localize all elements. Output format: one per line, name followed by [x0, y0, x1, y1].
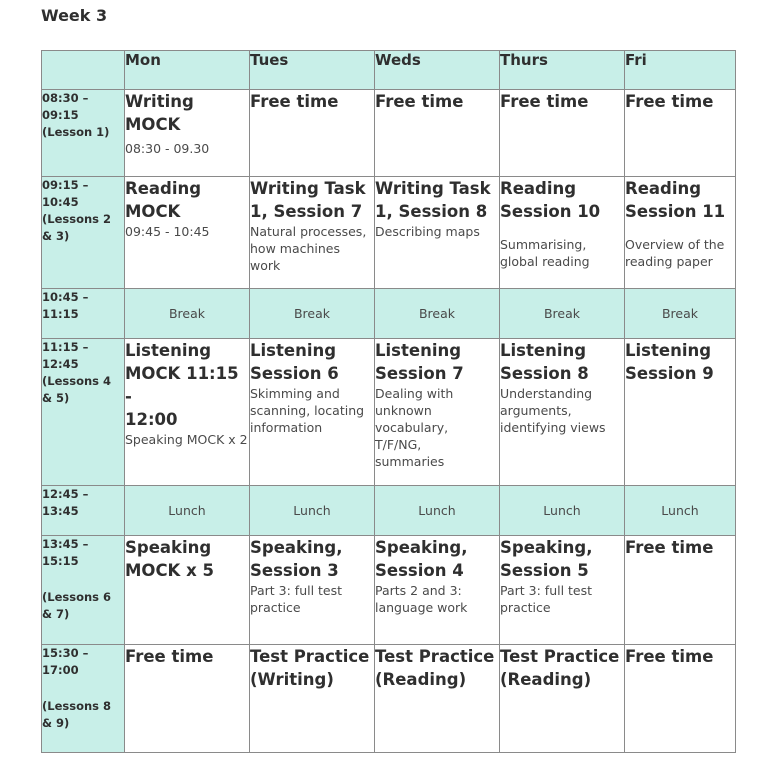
header-row — [42, 51, 736, 90]
session-cell — [375, 177, 500, 289]
break-row — [42, 486, 736, 536]
time-cell — [42, 177, 125, 289]
lesson-label: (Lessons 2 & 3) — [42, 212, 112, 243]
session-title: Free time — [625, 647, 714, 666]
session-title: Free time — [625, 92, 714, 111]
break-cell: Break — [250, 289, 375, 339]
lesson-label: (Lesson 1) — [42, 125, 110, 139]
session-detail: Describing maps — [375, 224, 480, 239]
session-title: Free time — [250, 92, 339, 111]
session-cell — [375, 536, 500, 645]
session-cell — [500, 177, 625, 289]
session-title: Free time — [375, 92, 464, 111]
session-title: Listening Session 6 — [250, 341, 339, 383]
session-cell — [500, 645, 625, 753]
session-cell — [625, 339, 736, 486]
session-cell — [625, 536, 736, 645]
session-title: Speaking, Session 4 — [375, 538, 468, 580]
day-header-weds: Weds — [375, 51, 500, 90]
session-cell — [250, 90, 375, 177]
break-row — [42, 289, 736, 339]
time-cell — [42, 90, 125, 177]
day-header-mon: Mon — [125, 51, 250, 90]
session-cell — [250, 536, 375, 645]
table-row — [42, 536, 736, 645]
session-detail: Summarising, global reading — [500, 237, 590, 269]
session-detail: Natural processes, how machines work — [250, 224, 367, 273]
time-cell — [42, 289, 125, 339]
session-title: Reading Session 11 — [625, 179, 726, 221]
break-cell: Break — [125, 289, 250, 339]
session-cell — [625, 177, 736, 289]
session-title: Speaking, Session 5 — [500, 538, 593, 580]
session-detail: Overview of the reading paper — [625, 237, 725, 269]
break-cell: Break — [500, 289, 625, 339]
lunch-cell: Lunch — [375, 486, 500, 536]
session-cell — [500, 90, 625, 177]
session-title: Free time — [500, 92, 589, 111]
time-cell — [42, 645, 125, 753]
table-row — [42, 90, 736, 177]
time-cell — [42, 536, 125, 645]
time-range: 10:45 – 11:15 — [42, 290, 89, 321]
lunch-cell: Lunch — [125, 486, 250, 536]
session-detail: Speaking MOCK x 2 — [125, 432, 248, 447]
session-title: Reading Session 10 — [500, 179, 601, 221]
time-cell — [42, 486, 125, 536]
header-corner — [42, 51, 125, 90]
time-range: 08:30 – 09:15 — [42, 91, 89, 122]
session-title: Free time — [625, 538, 714, 557]
time-range: 09:15 – 10:45 — [42, 178, 89, 209]
session-title: Writing Task 1, Session 8 — [375, 179, 491, 221]
time-range: 12:45 – 13:45 — [42, 487, 89, 518]
time-range: 15:30 – 17:00 — [42, 646, 89, 677]
table-row — [42, 645, 736, 753]
session-cell — [125, 90, 250, 177]
session-title: Free time — [125, 647, 214, 666]
table-row — [42, 177, 736, 289]
session-detail: 09:45 - 10:45 — [125, 224, 210, 239]
session-cell — [625, 645, 736, 753]
session-title: Writing MOCK — [125, 92, 194, 134]
time-cell — [42, 339, 125, 486]
session-cell — [125, 645, 250, 753]
session-cell — [375, 339, 500, 486]
session-title: Test Practice (Reading) — [375, 647, 495, 689]
session-cell — [500, 339, 625, 486]
session-detail: Part 3: full test practice — [250, 583, 343, 615]
session-title: Listening Session 7 — [375, 341, 464, 383]
time-range: 11:15 – 12:45 — [42, 340, 89, 371]
lunch-cell: Lunch — [625, 486, 736, 536]
session-cell — [125, 177, 250, 289]
session-cell — [250, 339, 375, 486]
session-title: Listening MOCK 11:15 - 12:00 — [125, 341, 239, 429]
session-cell — [250, 177, 375, 289]
session-title: Listening Session 8 — [500, 341, 589, 383]
break-cell: Break — [625, 289, 736, 339]
lesson-label: (Lessons 8 & 9) — [42, 699, 112, 730]
session-detail: Dealing with unknown vocabulary, T/F/NG, summaries — [375, 386, 454, 469]
session-cell — [625, 90, 736, 177]
session-title: Writing Task 1, Session 7 — [250, 179, 366, 221]
session-cell — [375, 645, 500, 753]
session-title: Test Practice (Reading) — [500, 647, 620, 689]
session-detail: Part 3: full test practice — [500, 583, 593, 615]
session-title: Reading MOCK — [125, 179, 202, 221]
week-title: Week 3 — [41, 6, 108, 25]
session-cell — [125, 536, 250, 645]
day-header-thurs: Thurs — [500, 51, 625, 90]
session-cell — [375, 90, 500, 177]
session-cell — [250, 645, 375, 753]
day-header-tues: Tues — [250, 51, 375, 90]
break-cell: Break — [375, 289, 500, 339]
session-cell — [500, 536, 625, 645]
session-detail: 08:30 - 09.30 — [125, 141, 210, 156]
session-cell — [125, 339, 250, 486]
session-detail: Understanding arguments, identifying views — [500, 386, 606, 435]
table-row — [42, 339, 736, 486]
time-range: 13:45 – 15:15 — [42, 537, 89, 568]
day-header-fri: Fri — [625, 51, 736, 90]
session-title: Speaking, Session 3 — [250, 538, 343, 580]
session-detail: Parts 2 and 3: language work — [375, 583, 468, 615]
lunch-cell: Lunch — [500, 486, 625, 536]
session-title: Test Practice (Writing) — [250, 647, 370, 689]
session-title: Listening Session 9 — [625, 341, 714, 383]
session-detail: Skimming and scanning, locating information — [250, 386, 365, 435]
session-title: Speaking MOCK x 5 — [125, 538, 214, 580]
lesson-label: (Lessons 4 & 5) — [42, 374, 112, 405]
timetable — [41, 50, 736, 753]
lunch-cell: Lunch — [250, 486, 375, 536]
lesson-label: (Lessons 6 & 7) — [42, 590, 112, 621]
